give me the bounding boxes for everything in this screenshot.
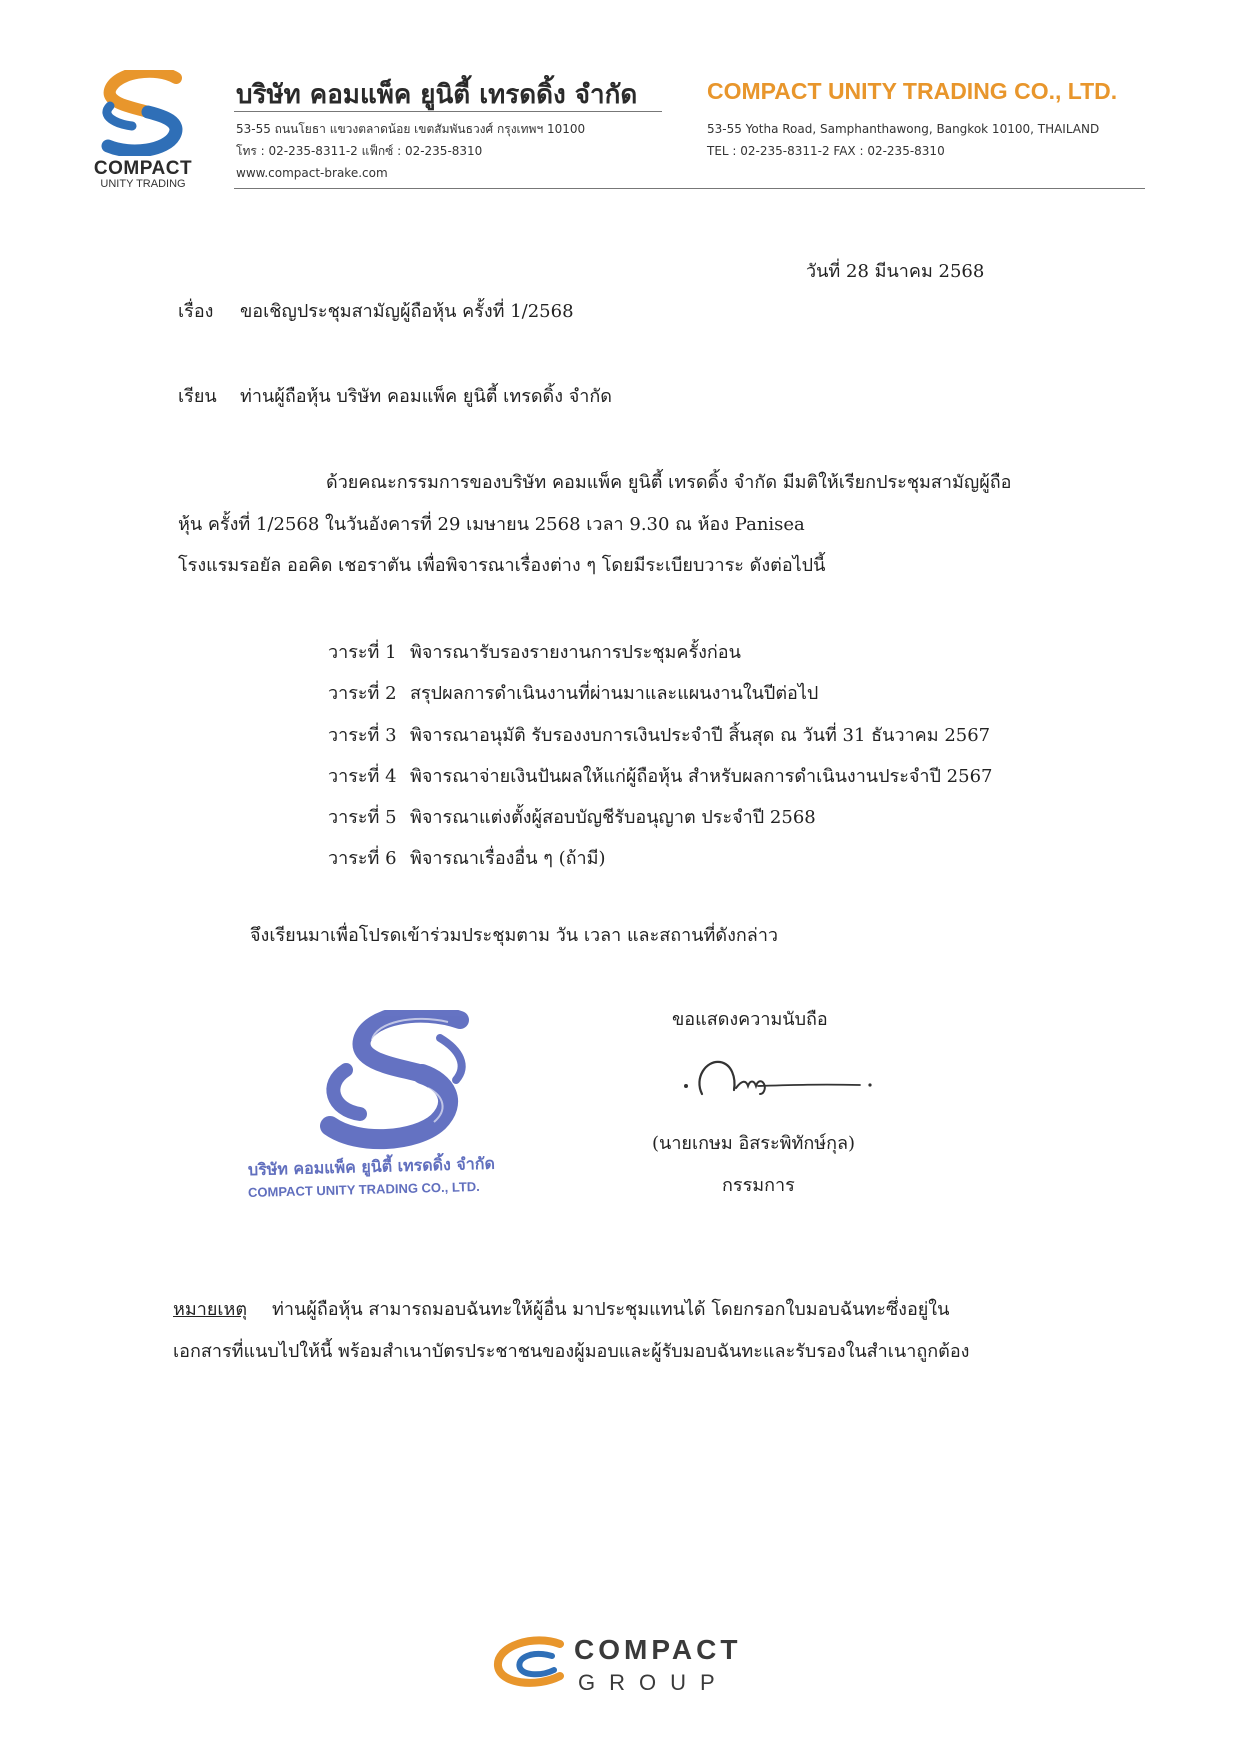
agenda-item [328, 637, 741, 666]
phone-english: TEL : 02-235-8311-2 FAX : 02-235-8310 [707, 144, 945, 158]
body-paragraph-line-3: โรงแรมรอยัล ออคิด เชอราตัน เพื่อพิจารณาเรื่องต่าง ๆ โดยมีระเบียบวาระ ดังต่อไปนี้ [178, 555, 826, 576]
footer-logo-word-compact: COMPACT [574, 1634, 742, 1665]
signer-title: กรรมการ [722, 1175, 795, 1196]
company-seal [240, 1010, 530, 1210]
seal-text-english: COMPACT UNITY TRADING CO., LTD. [247, 1178, 480, 1201]
address-thai: 53-55 ถนนโยธา แขวงตลาดน้อย เขตสัมพันธวงศ์ กรุงเทพฯ 10100 [236, 122, 586, 136]
company-name-english: COMPACT UNITY TRADING CO., LTD. [707, 78, 1118, 104]
body-paragraph-line-1: ด้วยคณะกรรมการของบริษัท คอมแพ็ค ยูนิตี้ เทรดดิ้ง จำกัด มีมติให้เรียกประชุมสามัญผู้ถือ [326, 472, 1012, 493]
agenda-item-label: วาระที่ 3 [328, 725, 397, 746]
agenda-item-label: วาระที่ 1 [328, 642, 397, 663]
agenda-item-text: สรุปผลการดำเนินงานที่ผ่านมาและแผนงานในปีต่อไป [410, 683, 819, 704]
agenda-item-text: พิจารณาจ่ายเงินปันผลให้แก่ผู้ถือหุ้น สำหรับผลการดำเนินงานประจำปี 2567 [410, 766, 993, 787]
agenda-item-label: วาระที่ 4 [328, 766, 397, 787]
agenda-item [328, 678, 818, 707]
seal-text-thai: บริษัท คอมแพ็ค ยูนิตี้ เทรดดิ้ง จำกัด [247, 1153, 496, 1180]
agenda-item-text: พิจารณาเรื่องอื่น ๆ (ถ้ามี) [410, 848, 606, 869]
company-name-thai: บริษัท คอมแพ็ค ยูนิตี้ เทรดดิ้ง จำกัด [236, 80, 638, 110]
note-label: หมายเหตุ [173, 1299, 248, 1320]
compact-s-logo-icon [96, 70, 190, 156]
agenda-item [328, 720, 990, 749]
compact-group-logo-icon [490, 1636, 574, 1690]
signer-name: (นายเกษม อิสระพิทักษ์กุล) [652, 1133, 856, 1154]
closing-paragraph: จึงเรียนมาเพื่อโปรดเข้าร่วมประชุมตาม วัน เวลา และสถานที่ดังกล่าว [250, 925, 779, 946]
agenda-item-label: วาระที่ 5 [328, 807, 397, 828]
recipient-label: เรียน [178, 386, 217, 407]
address-english: 53-55 Yotha Road, Samphanthawong, Bangkok 10100, THAILAND [707, 122, 1100, 136]
footer-logo-word-group: GROUP [578, 1670, 729, 1695]
phone-thai: โทร : 02-235-8311-2 แฟ็กซ์ : 02-235-8310 [236, 144, 483, 158]
agenda-item-text: พิจารณารับรองรายงานการประชุมครั้งก่อน [410, 642, 741, 663]
note-line-1: ท่านผู้ถือหุ้น สามารถมอบฉันทะให้ผู้อื่น มาประชุมแทนได้ โดยกรอกใบมอบฉันทะซึ่งอยู่ใน [272, 1299, 950, 1320]
compact-group-footer-logo [490, 1630, 740, 1700]
note-line-2: เอกสารที่แนบไปให้นี้ พร้อมสำเนาบัตรประชาชนของผู้มอบและผู้รับมอบฉันทะและรับรองในสำเนาถูกต้อง [173, 1341, 970, 1362]
letter-recipient: ท่านผู้ถือหุ้น บริษัท คอมแพ็ค ยูนิตี้ เทรดดิ้ง จำกัด [240, 386, 612, 407]
logo-subtitle: UNITY TRADING [100, 178, 186, 190]
body-paragraph-line-2: หุ้น ครั้งที่ 1/2568 ในวันอังคารที่ 29 เมษายน 2568 เวลา 9.30 ณ ห้อง Panisea [178, 514, 805, 535]
letter-date: วันที่ 28 มีนาคม 2568 [806, 261, 985, 282]
agenda-item [328, 843, 606, 872]
letterhead-divider-top-left [234, 111, 662, 112]
company-logo [88, 70, 198, 192]
company-website: www.compact-brake.com [236, 166, 388, 180]
sign-off: ขอแสดงความนับถือ [672, 1009, 828, 1030]
letter-subject: ขอเชิญประชุมสามัญผู้ถือหุ้น ครั้งที่ 1/2568 [240, 301, 574, 322]
logo-wordmark: COMPACT [93, 158, 193, 179]
agenda-item [328, 802, 816, 831]
letterhead-divider-bottom [234, 188, 1145, 189]
handwritten-signature-icon [680, 1050, 880, 1110]
agenda-item-text: พิจารณาอนุมัติ รับรองงบการเงินประจำปี สิ้นสุด ณ วันที่ 31 ธันวาคม 2567 [410, 725, 991, 746]
company-seal-stamp-icon [310, 1010, 480, 1150]
agenda-item-label: วาระที่ 2 [328, 683, 397, 704]
subject-label: เรื่อง [178, 301, 214, 322]
agenda-item-label: วาระที่ 6 [328, 848, 397, 869]
agenda-item [328, 761, 993, 790]
agenda-item-text: พิจารณาแต่งตั้งผู้สอบบัญชีรับอนุญาต ประจำปี 2568 [410, 807, 816, 828]
